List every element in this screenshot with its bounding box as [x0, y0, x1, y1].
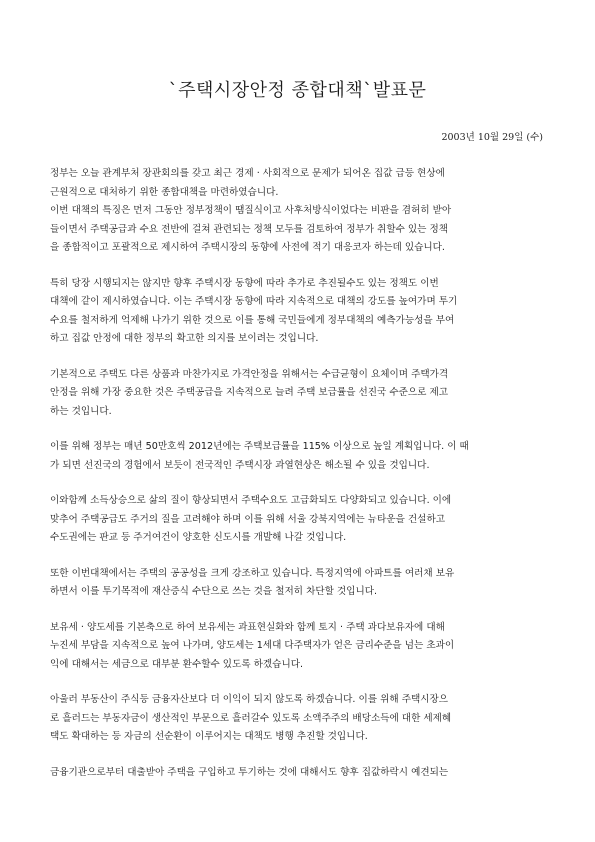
- document-date: 2003년 10월 29일 (수): [441, 132, 543, 143]
- paragraph: [50, 764, 550, 783]
- paragraph-line: 기본적으로 주택도 다른 상품과 마찬가지로 가격안정을 위해서는 수급균형이 요체이며 주택가격: [50, 368, 449, 380]
- paragraph: [50, 165, 550, 258]
- paragraph: [50, 619, 550, 675]
- paragraph-line: 특히 당장 시행되지는 않지만 향후 주택시장 동향에 따라 추가로 추진될수도 있는 정책도 이번: [50, 277, 439, 289]
- paragraph-line: 로 흘러드는 부동자금이 생산적인 부문으로 흘러갈수 있도록 소액주주의 배당소득에 대한 세제혜: [50, 712, 452, 724]
- document-title: `주택시장안정 종합대책`발표문: [168, 80, 427, 101]
- paragraph-line: 대책에 같이 제시하였습니다. 이는 주택시장 동향에 따라 지속적으로 대책의 강도를 높여가며 투기: [50, 296, 458, 307]
- paragraph-line: 이를 위해 정부는 매년 50만호씩 2012년에는 주택보급률을 115% 이상으로 높일 계획입니다. 이 때: [50, 441, 469, 452]
- paragraph-line: 정부는 오늘 관계부처 장관회의를 갖고 최근 경제 · 사회적으로 문제가 되어온 집값 급등 현상에: [50, 168, 445, 179]
- paragraph-line: 가 되면 선진국의 경험에서 보듯이 전국적인 주택시장 과열현상은 해소될 수 있을 것입니다.: [50, 459, 430, 471]
- paragraph-line: 수도권에는 판교 등 주거여건이 양호한 신도시를 개발해 나갈 것입니다.: [50, 532, 347, 543]
- paragraph-line: 안정을 위해 가장 중요한 것은 주택공급을 지속적으로 늘려 주택 보급률을 선진국 수준으로 제고: [50, 387, 449, 398]
- paragraph-line: 들이면서 주택공급과 수요 전반에 걸쳐 관련되는 정책 모두를 검토하여 정부가 취할수 있는 정책: [50, 223, 449, 235]
- paragraph: [50, 492, 550, 548]
- paragraph-line: 을 종합적이고 포괄적으로 제시하여 주택시장의 동향에 사전에 적기 대응코자 하는데 있습니다.: [50, 242, 445, 253]
- paragraph-line: 아울러 부동산이 주식등 금융자산보다 더 이익이 되지 않도록 하겠습니다. 이를 위해 주택시장으: [50, 694, 449, 705]
- paragraph-line: 하면서 이를 투기목적에 재산증식 수단으로 쓰는 것을 철저히 차단할 것입니다.: [50, 586, 378, 597]
- paragraph: [50, 691, 550, 747]
- paragraph: [50, 366, 550, 422]
- paragraph-line: 누진세 부담을 지속적으로 높여 나가며, 양도세는 1세대 다주택자가 얻은 금리수준을 넘는 초과이: [50, 640, 455, 651]
- paragraph-line: 하는 것입니다.: [50, 405, 112, 417]
- paragraph: [50, 275, 550, 349]
- paragraph-line: 또한 이번대책에서는 주택의 공공성을 크게 강조하고 있습니다. 특정지역에 아파트를 여러채 보유: [50, 567, 455, 579]
- paragraph-line: 익에 대해서는 세금으로 대부분 환수할수 있도록 하겠습니다.: [50, 658, 304, 670]
- paragraph-line: 이번 대책의 특징은 먼저 그동안 정부정책이 땜질식이고 사후처방식이었다는 비판을 겸허히 받아: [50, 205, 452, 216]
- paragraph-line: 수요를 철저하게 억제해 나가기 위한 것으로 이를 통해 국민들에게 정부대책의 예측가능성을 부여: [50, 314, 455, 326]
- paragraph-line: 금융기관으로부터 대출받아 주택을 구입하고 투기하는 것에 대해서도 향후 집값하락시 예견되는: [50, 766, 449, 778]
- paragraph-line: 이와함께 소득상승으로 삶의 질이 향상되면서 주택수요도 고급화되도 다양화되고 있습니다. 이에: [50, 495, 452, 506]
- paragraph: [50, 438, 550, 475]
- paragraph-line: 근원적으로 대처하기 위한 종합대책을 마련하였습니다.: [50, 186, 279, 198]
- paragraph-line: 택도 확대하는 등 자금의 선순환이 이루어지는 대책도 병행 추진할 것입니다.: [50, 731, 368, 742]
- paragraph-line: 하고 집값 안정에 대한 정부의 확고한 의지를 보이려는 것입니다.: [50, 333, 319, 344]
- paragraph-line: 보유세 · 양도세를 기본축으로 하여 보유세는 과표현실화와 함께 토지 · 주택 과다보유자에 대해: [50, 621, 445, 633]
- paragraph: [50, 565, 550, 602]
- paragraph-line: 맞추어 주택공급도 주거의 질을 고려해야 하며 이를 위해 서울 강북지역에는 뉴타운을 건설하고: [50, 513, 445, 525]
- document-body: [50, 165, 550, 799]
